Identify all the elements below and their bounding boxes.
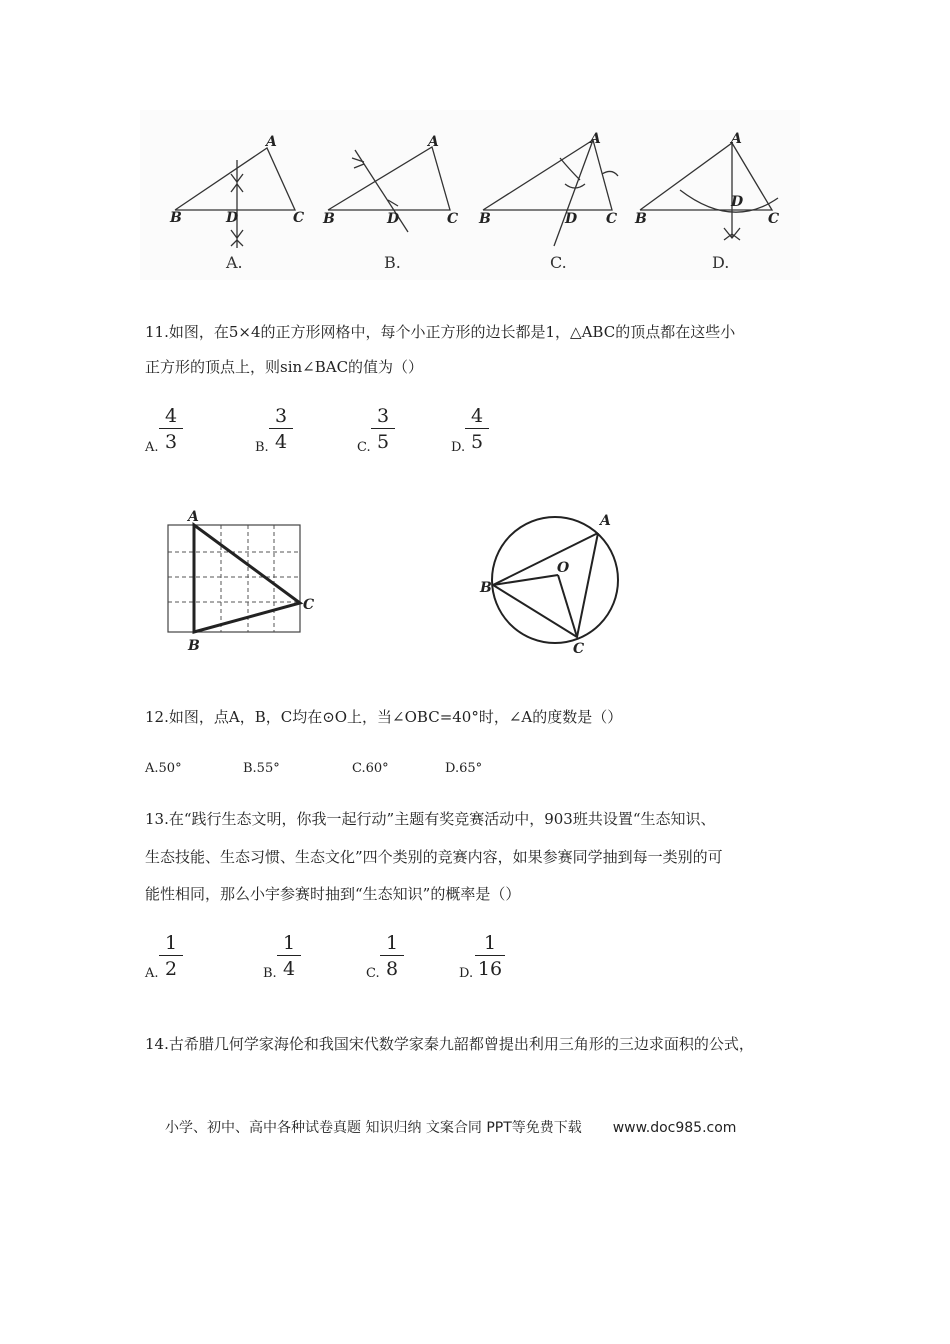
point-label: A xyxy=(188,509,199,525)
point-label: C xyxy=(447,211,459,227)
option-text: C.60° xyxy=(352,761,389,776)
point-label: D xyxy=(565,211,578,227)
footer-url[interactable]: www.doc985.com xyxy=(612,1120,737,1136)
option-label: C. xyxy=(357,440,371,455)
point-label: B xyxy=(170,210,182,226)
option-label: B. xyxy=(255,440,269,455)
construction-figure xyxy=(140,110,800,280)
point-label: A xyxy=(428,134,439,150)
fraction: 4 3 xyxy=(159,405,183,453)
figure-caption: D. xyxy=(712,253,730,272)
figure-caption: C. xyxy=(550,253,567,272)
point-label: B xyxy=(480,580,492,596)
q11-text-line1: 11.如图，在5×4的正方形网格中，每个小正方形的边长都是1，△ABC的顶点都在这些小 xyxy=(145,323,736,341)
point-label: C xyxy=(768,211,780,227)
grid-triangle-figure xyxy=(160,505,330,655)
fraction: 4 5 xyxy=(465,405,489,453)
fraction: 3 5 xyxy=(371,405,395,453)
point-label: C xyxy=(573,641,585,655)
fraction: 1 2 xyxy=(159,932,183,980)
footer-text: 小学、初中、高中各种试卷真题 知识归纳 文案合同 PPT等免费下载 xyxy=(165,1120,582,1136)
option-label: D. xyxy=(459,966,474,981)
point-label: B xyxy=(323,211,335,227)
option-label: A. xyxy=(145,966,159,981)
point-label: B xyxy=(479,211,491,227)
point-label: C xyxy=(606,211,618,227)
q12-text-line1: 12.如图，点A，B，C均在⊙O上，当∠OBC=40°时，∠A的度数是（） xyxy=(145,708,623,726)
q13-text-line3: 能性相同，那么小宇参赛时抽到“生态知识”的概率是（） xyxy=(145,885,521,903)
point-label: A xyxy=(590,131,601,147)
footer xyxy=(165,1117,736,1137)
point-label: C xyxy=(293,210,305,226)
fraction: 1 4 xyxy=(277,932,301,980)
point-label: A xyxy=(266,134,277,150)
option-text: B.55° xyxy=(243,761,280,776)
q13-text-line2: 生态技能、生态习惯、生态文化”四个类别的竞赛内容，如果参赛同学抽到每一类别的可 xyxy=(145,848,723,866)
option-label: C. xyxy=(366,966,380,981)
option-label: B. xyxy=(263,966,277,981)
fraction: 1 8 xyxy=(380,932,404,980)
fraction: 1 16 xyxy=(475,932,505,980)
q14-text-line1: 14.古希腊几何学家海伦和我国宋代数学家秦九韶都曾提出利用三角形的三边求面积的公式， xyxy=(145,1035,754,1053)
option-label: A. xyxy=(145,440,159,455)
option-text: D.65° xyxy=(445,761,483,776)
point-label: A xyxy=(600,513,611,529)
figure-caption: A. xyxy=(226,253,243,272)
point-label: O xyxy=(557,560,570,576)
point-label: B xyxy=(188,638,200,654)
q11-text-line2: 正方形的顶点上，则sin∠BAC的值为（） xyxy=(145,358,424,376)
circle-figure xyxy=(475,505,635,655)
point-label: D xyxy=(731,194,744,210)
q13-text-line1: 13.在“践行生态文明，你我一起行动”主题有奖竞赛活动中，903班共设置“生态知识、 xyxy=(145,810,716,828)
point-label: D xyxy=(226,210,239,226)
fraction: 3 4 xyxy=(269,405,293,453)
point-label: D xyxy=(387,211,400,227)
point-label: C xyxy=(303,597,315,613)
point-label: A xyxy=(731,131,742,147)
point-label: B xyxy=(635,211,647,227)
option-text: A.50° xyxy=(145,761,182,776)
option-label: D. xyxy=(451,440,466,455)
figure-caption: B. xyxy=(384,253,401,272)
